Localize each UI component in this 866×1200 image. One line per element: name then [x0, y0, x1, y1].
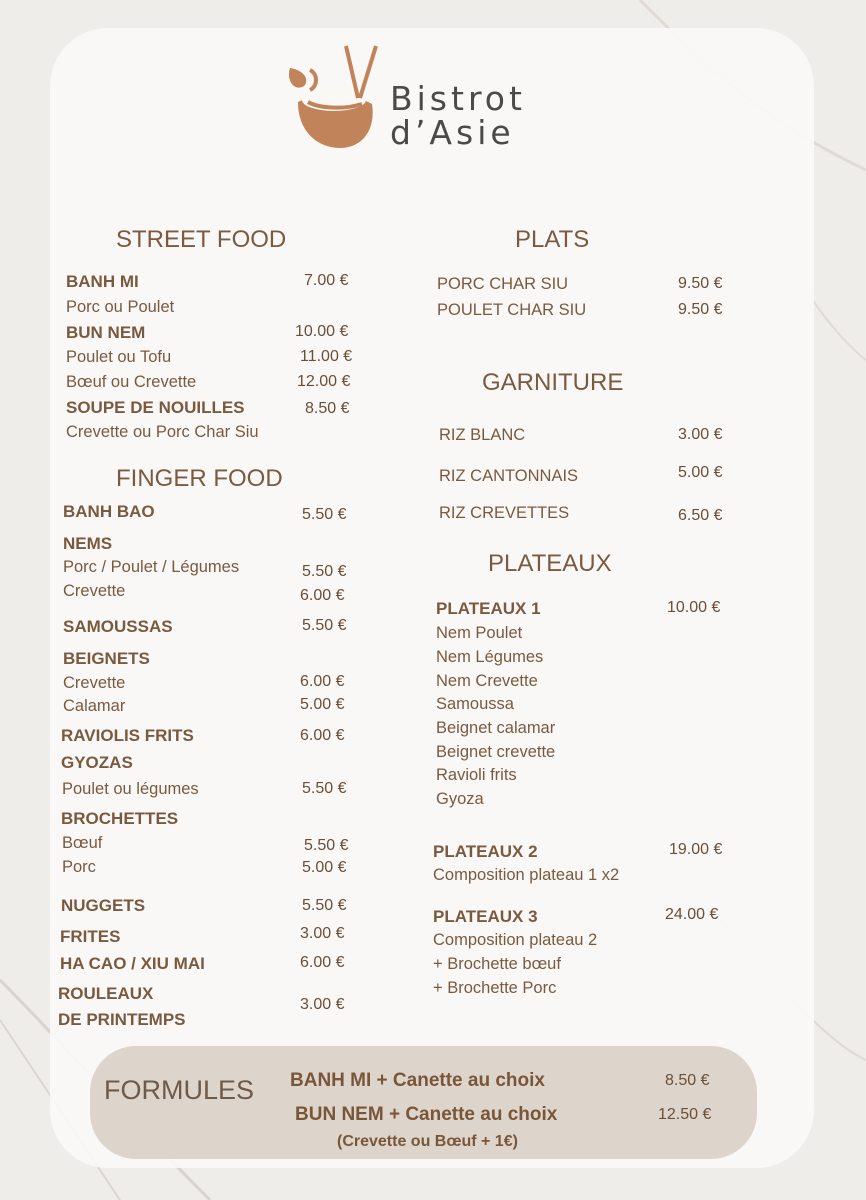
item-price: 5.00 €	[302, 859, 347, 876]
item-price: 6.00 €	[300, 587, 345, 604]
item-desc: Porc	[62, 858, 96, 876]
item-name: ROULEAUX	[58, 984, 154, 1003]
list-item: Nem Poulet	[436, 624, 523, 642]
brand-name-line1: Bistrot	[390, 79, 526, 118]
item-name: RIZ CANTONNAIS	[439, 467, 579, 485]
item-price: 6.00 €	[300, 673, 345, 690]
item-price: 3.00 €	[300, 925, 345, 942]
item-name: PLATEAUX 1	[436, 599, 541, 618]
item-name: POULET CHAR SIU	[437, 301, 587, 319]
formule-name: BANH MI + Canette au choix	[290, 1070, 545, 1091]
formule-price: 12.50 €	[658, 1106, 712, 1123]
item-price: 5.50 €	[302, 506, 347, 523]
item-price: 6.00 €	[300, 954, 345, 971]
item-name: RIZ CREVETTES	[439, 504, 570, 522]
formule-note: (Crevette ou Bœuf + 1€)	[337, 1133, 518, 1150]
item-desc: Crevette	[63, 582, 126, 600]
section-title-street-food: STREET FOOD	[116, 226, 287, 253]
item-price: 5.50 €	[302, 897, 347, 914]
list-item: Ravioli frits	[436, 766, 517, 784]
menu-card	[50, 28, 814, 1168]
list-item: Composition plateau 2	[433, 931, 598, 949]
item-price: 3.00 €	[300, 996, 345, 1013]
item-price: 12.00 €	[297, 373, 351, 390]
list-item: Beignet crevette	[436, 743, 556, 761]
item-desc: Crevette ou Porc Char Siu	[66, 423, 259, 441]
item-price: 7.00 €	[304, 272, 349, 289]
list-item: Gyoza	[436, 790, 484, 808]
item-name: SAMOUSSAS	[63, 617, 173, 636]
item-desc: Porc ou Poulet	[66, 298, 175, 316]
item-name: NUGGETS	[61, 896, 146, 915]
brand-name-line2: d’Asie	[390, 113, 515, 152]
item-name: BANH BAO	[63, 502, 155, 521]
item-desc: Poulet ou légumes	[62, 780, 199, 798]
item-name: SOUPE DE NOUILLES	[66, 398, 245, 417]
item-desc: Poulet ou Tofu	[66, 348, 172, 366]
noodle-bowl-logo-icon	[284, 40, 380, 152]
item-name: PLATEAUX 3	[433, 907, 538, 926]
item-name: NEMS	[63, 534, 113, 553]
item-price: 6.00 €	[300, 727, 345, 744]
item-price: 11.00 €	[300, 348, 353, 365]
item-price: 9.50 €	[678, 301, 723, 318]
list-item: Beignet calamar	[436, 719, 556, 737]
section-title-plats: PLATS	[515, 226, 590, 253]
item-desc: Bœuf	[62, 834, 103, 852]
item-price: 10.00 €	[667, 599, 721, 616]
item-price: 5.00 €	[300, 696, 345, 713]
item-name: RIZ BLANC	[439, 426, 526, 444]
list-item: + Brochette Porc	[433, 979, 557, 997]
item-price: 24.00 €	[665, 906, 719, 923]
item-desc: Porc / Poulet / Légumes	[63, 558, 240, 576]
item-name: GYOZAS	[61, 753, 133, 772]
item-price: 3.00 €	[678, 426, 723, 443]
item-desc: Calamar	[63, 697, 126, 715]
item-price: 5.50 €	[302, 780, 347, 797]
item-name: PORC CHAR SIU	[437, 275, 569, 293]
list-item: + Brochette bœuf	[433, 955, 561, 973]
item-price: 10.00 €	[295, 323, 349, 340]
list-item: Nem Crevette	[436, 672, 538, 690]
item-name: FRITES	[60, 927, 121, 946]
section-title-formules: FORMULES	[104, 1075, 255, 1105]
item-price: 5.50 €	[302, 563, 347, 580]
item-name: PLATEAUX 2	[433, 842, 538, 861]
item-price: 5.00 €	[678, 464, 723, 481]
item-name: DE PRINTEMPS	[58, 1010, 186, 1029]
formule-name: BUN NEM + Canette au choix	[295, 1104, 558, 1125]
formule-price: 8.50 €	[665, 1072, 710, 1089]
section-title-finger-food: FINGER FOOD	[116, 465, 283, 492]
item-name: BUN NEM	[66, 323, 146, 342]
item-price: 6.50 €	[678, 507, 723, 524]
item-price: 9.50 €	[678, 275, 723, 292]
item-price: 5.50 €	[304, 837, 349, 854]
item-desc: Bœuf ou Crevette	[66, 373, 197, 391]
item-name: HA CAO / XIU MAI	[60, 954, 205, 973]
list-item: Samoussa	[436, 695, 514, 713]
item-name: BANH MI	[66, 272, 139, 291]
section-title-garniture: GARNITURE	[482, 369, 624, 396]
item-price: 19.00 €	[669, 841, 723, 858]
item-desc: Crevette	[63, 674, 126, 692]
item-price: 5.50 €	[302, 617, 347, 634]
item-name: BEIGNETS	[63, 649, 150, 668]
item-name: BROCHETTES	[61, 809, 179, 828]
item-desc: Composition plateau 1 x2	[433, 866, 620, 884]
item-price: 8.50 €	[305, 400, 350, 417]
item-name: RAVIOLIS FRITS	[61, 726, 194, 745]
section-title-plateaux: PLATEAUX	[488, 550, 612, 577]
list-item: Nem Légumes	[436, 648, 544, 666]
